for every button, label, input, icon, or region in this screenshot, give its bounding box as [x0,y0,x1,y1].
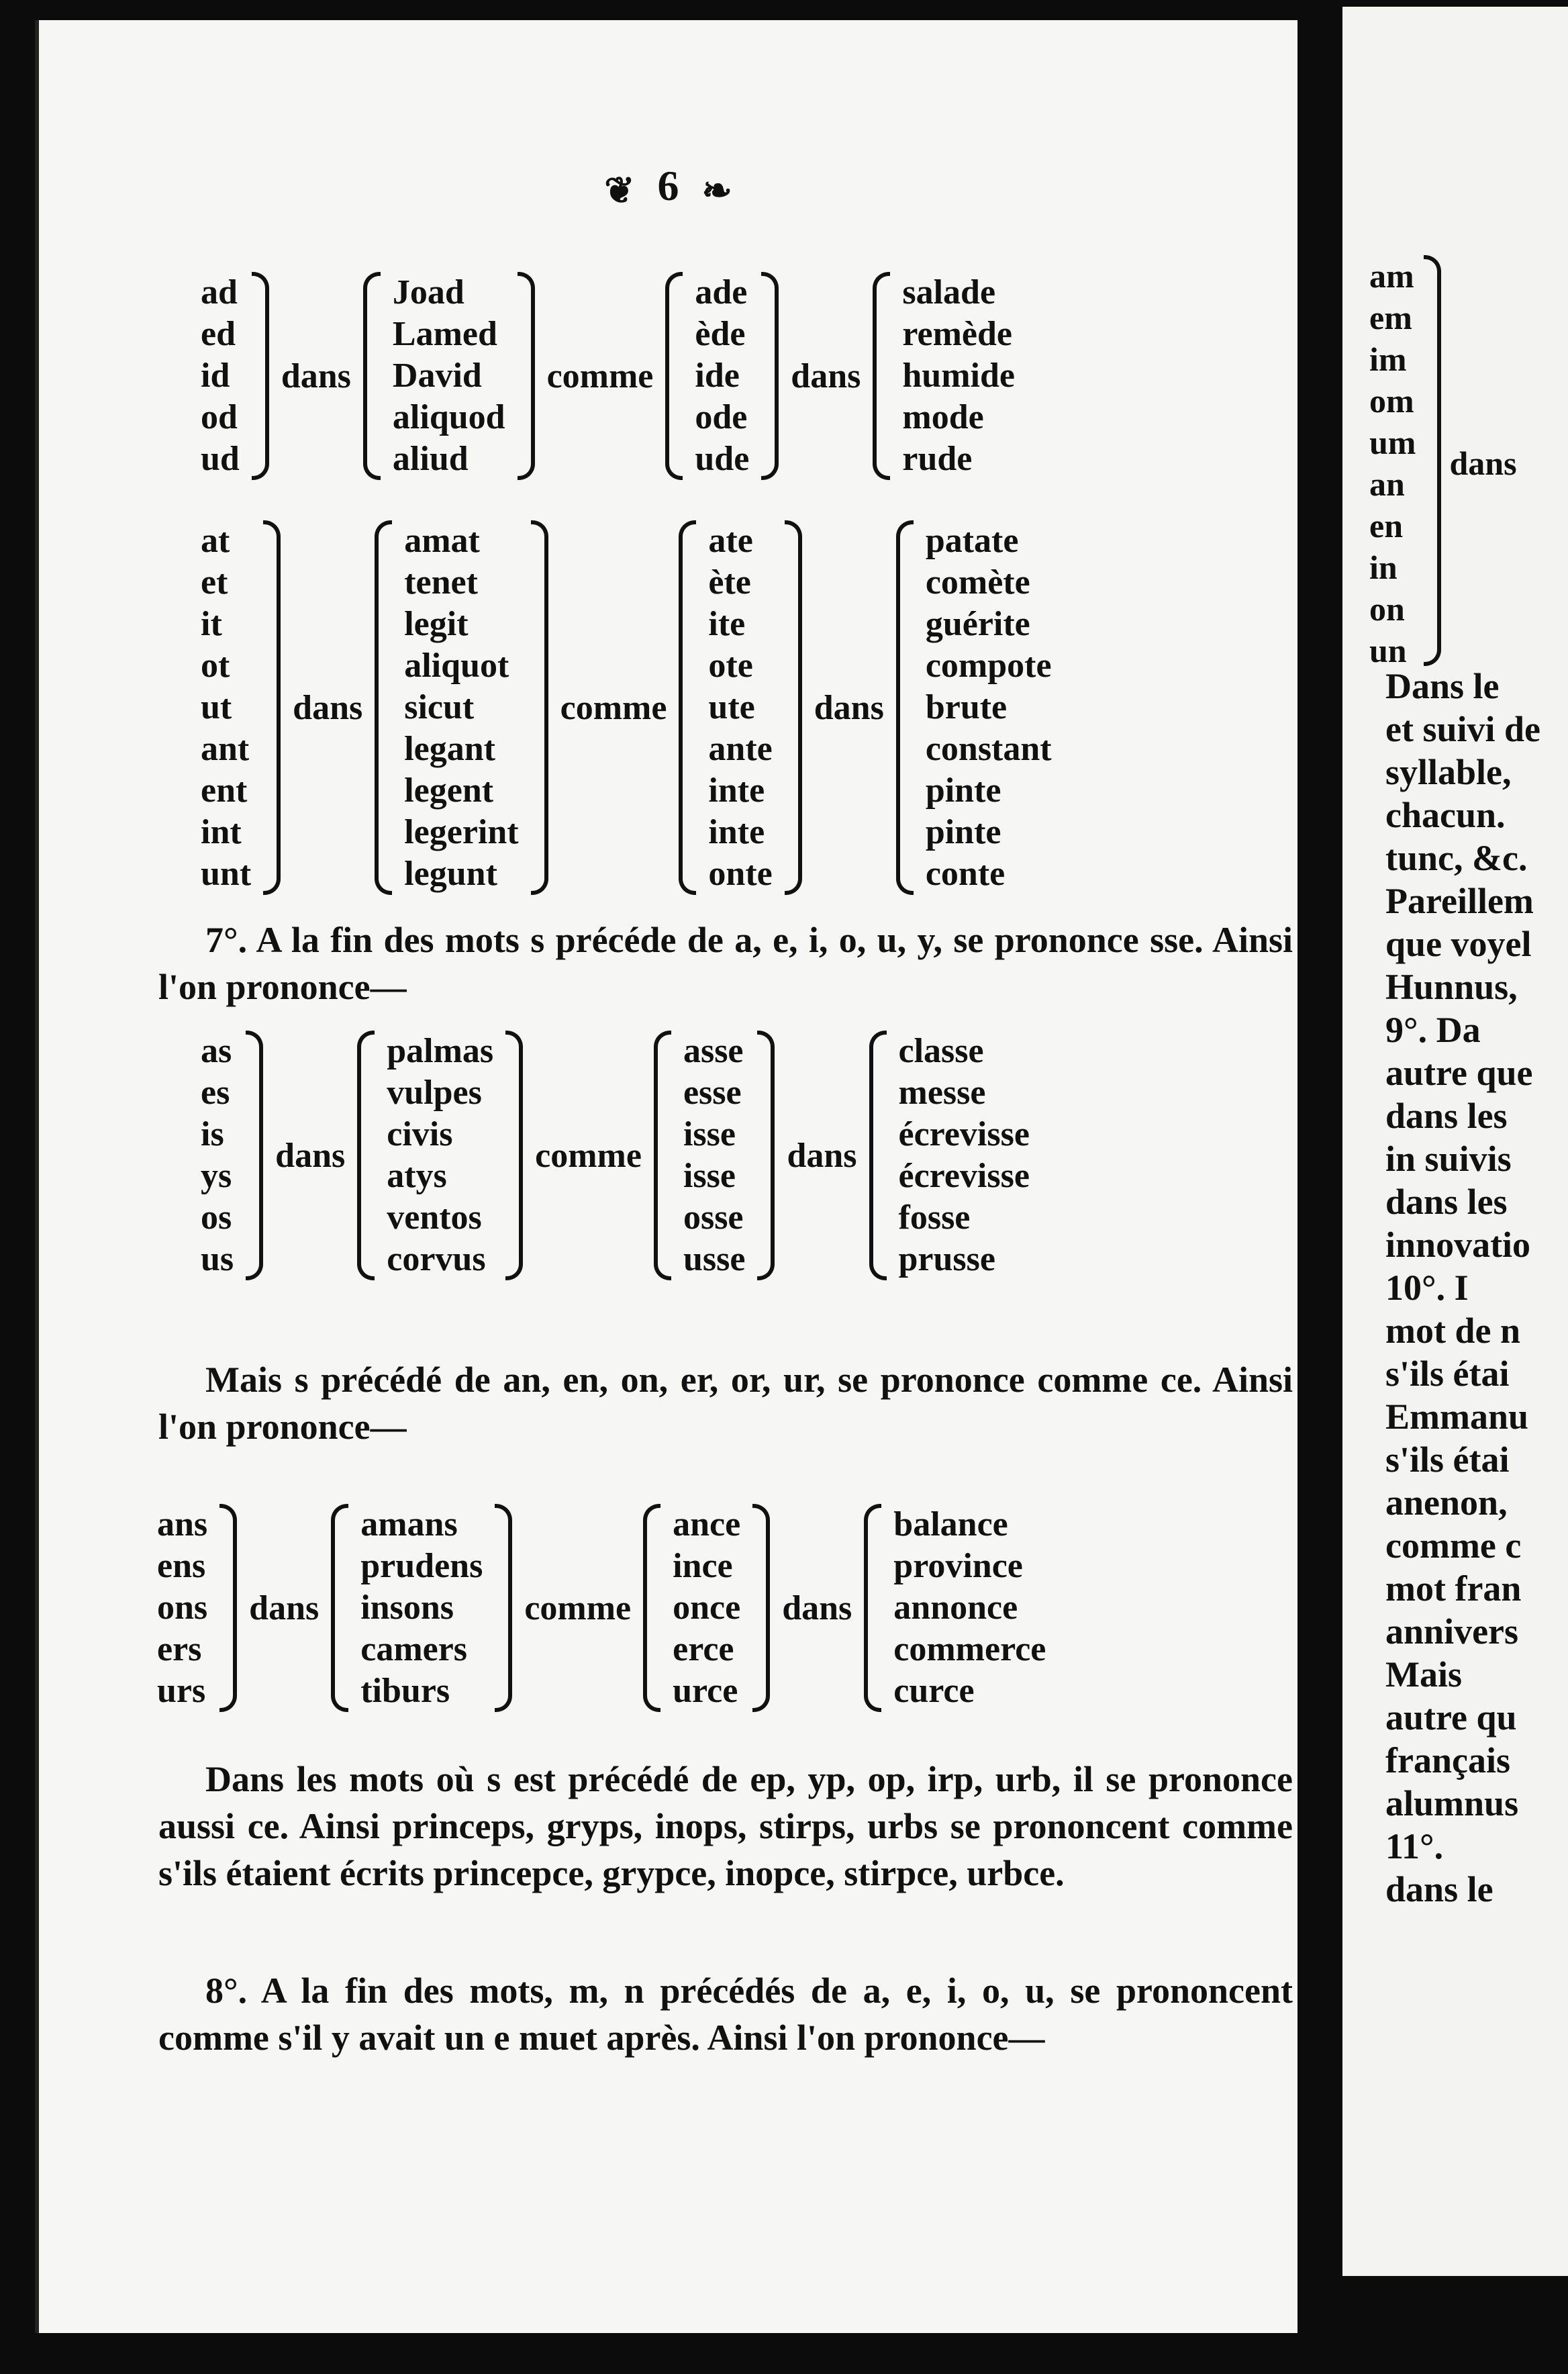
next-page-line: s'ils étai [1385,1439,1510,1480]
ending-column-item: as [201,1032,232,1070]
french-word-column [889,1504,1050,1712]
ending-column-item: ers [157,1630,202,1668]
closing-brace [761,272,779,480]
french-word-column-item: conte [925,855,1006,893]
french-word-column-item: prusse [898,1240,995,1278]
ending-column-item: it [201,605,222,643]
opening-brace [869,1031,887,1280]
sound-column [679,1031,749,1280]
sound-column-item: onte [708,855,773,893]
ending-column-item: es [201,1074,230,1112]
ending-column-item: et [201,563,228,602]
french-word-column-item: balance [893,1505,1008,1544]
opening-brace [665,272,683,480]
sound-column [704,520,776,895]
latin-example-column-item: vulpes [387,1074,482,1112]
next-page-table [1369,255,1517,671]
french-word-column-item: constant [925,730,1052,768]
next-page-fragment [1342,7,1568,2276]
paragraph-8: 8°. A la fin des mots, m, n précédés de a, e, i, o, u, se prononcent comme s'il y avait un e muet après. Ainsi l'on prononce— [158,1971,1293,2058]
pronunciation-group [197,1031,1034,1280]
next-page-line: Mais [1385,1654,1462,1695]
next-page-line: 9°. Da [1385,1010,1481,1050]
ornament-left-icon: ❦ [604,170,635,211]
sound-column-item: usse [683,1240,746,1278]
latin-example-column-item: ventos [387,1198,482,1237]
sound-column-item: ade [695,273,748,312]
next-page-line: Emmanu [1385,1396,1529,1437]
closing-brace [757,1031,775,1280]
next-page-line: autre que [1385,1053,1533,1093]
ending-column-item: ed [201,315,236,353]
latin-example-column-item: aliquot [404,647,509,685]
next-page-line: 10°. I [1385,1268,1469,1308]
sound-column-item: ute [708,688,755,726]
latin-example-column-item: corvus [387,1240,486,1278]
latin-example-column-item: aliquod [392,398,505,436]
next-page-line: 11°. [1385,1826,1444,1866]
next-page-line: Hunnus, [1385,967,1518,1007]
next-page-line: Dans le [1385,666,1500,706]
french-word-column-item: brute [925,688,1008,726]
latin-example-column-item: tiburs [360,1672,450,1710]
next-page-column [1369,255,1416,671]
next-page-line: chacun. [1385,795,1506,835]
next-page-column-item: um [1369,424,1416,461]
latin-example-column-item: legerint [404,813,519,851]
sound-column-item: once [673,1588,741,1627]
sound-column-item: ode [695,398,748,436]
next-page-column-item: om [1369,382,1414,420]
closing-brace [246,1031,263,1280]
french-word-column-item: mode [902,398,984,436]
opening-brace [331,1504,348,1712]
next-page-line: alumnus [1385,1783,1519,1823]
latin-example-column-item: legunt [404,855,497,893]
opening-brace [896,520,914,895]
latin-example-column-item: Joad [392,273,464,312]
dans-label: dans [787,1136,857,1175]
closing-brace [785,520,802,895]
pronunciation-group [197,520,1056,895]
french-word-column-item: messe [898,1074,986,1112]
sound-column [691,272,753,480]
dans-label: dans [814,688,884,727]
latin-example-column-item: camers [360,1630,468,1668]
closing-brace [495,1504,512,1712]
next-page-line: dans le [1385,1869,1493,1909]
sound-column-item: ète [708,563,751,602]
sound-column-item: ance [673,1505,741,1544]
latin-example-column-item: atys [387,1157,447,1195]
latin-example-column-item: David [392,357,482,395]
french-word-column-item: salade [902,273,996,312]
ending-column-item: us [201,1240,234,1278]
next-page-line: in suivis [1385,1139,1512,1179]
next-page-line: anenon, [1385,1482,1508,1523]
next-page-line: annivers [1385,1611,1519,1652]
next-page-line: français [1385,1740,1510,1780]
french-word-column-item: curce [893,1672,975,1710]
ending-column [197,1031,238,1280]
latin-example-column-item: palmas [387,1032,494,1070]
next-page-text [1369,665,1540,1911]
next-page-line: et suivi de [1385,709,1541,749]
next-page-line: mot fran [1385,1568,1522,1609]
french-word-column-item: fosse [898,1198,971,1237]
sound-column-item: inte [708,813,765,851]
french-word-column-item: compote [925,647,1052,685]
next-page-column-item: an [1369,465,1405,503]
next-page-line: que voyel [1385,924,1532,964]
french-word-column-item: comète [925,563,1030,602]
ending-column-item: urs [157,1672,206,1710]
next-page-line: dans les [1385,1096,1508,1136]
next-page-line: autre qu [1385,1697,1517,1738]
comme-label: comme [560,688,667,727]
french-word-column-item: pinte [925,771,1001,810]
comme-label: comme [535,1136,642,1175]
ending-column-item: unt [201,855,252,893]
ending-column-item: ant [201,730,250,768]
ending-column-item: ud [201,440,240,478]
next-page-line: mot de n [1385,1311,1520,1351]
sound-column-item: ante [708,730,773,768]
pronunciation-group [153,1504,1050,1712]
ending-column-item: at [201,522,230,560]
ending-column-item: ys [201,1157,232,1195]
next-page-column-item: in [1369,549,1398,586]
opening-brace [375,520,392,895]
latin-example-column-item: legant [404,730,495,768]
latin-example-column-item: sicut [404,688,475,726]
french-word-column-item: humide [902,357,1015,395]
sound-column [669,1504,744,1712]
latin-example-column-item: tenet [404,563,478,602]
sound-column-item: ide [695,357,740,395]
sound-column-item: ote [708,647,753,685]
french-word-column [898,272,1019,480]
latin-example-column-item: legent [404,771,494,810]
paragraph-7: 7°. A la fin des mots s précéde de a, e, i, o, u, y, se prononce sse. Ainsi l'on prononce— [158,920,1293,1007]
sound-column-item: urce [673,1672,738,1710]
latin-example-column-item: amat [404,522,480,560]
latin-example-column [389,272,509,480]
french-word-column-item: écrevisse [898,1115,1030,1153]
opening-brace [643,1504,660,1712]
french-word-column [922,520,1056,895]
ending-column-item: int [201,813,242,851]
next-page-line: dans les [1385,1182,1508,1222]
opening-brace [873,272,890,480]
comme-label: comme [546,357,654,395]
sound-column-item: ède [695,315,746,353]
french-word-column-item: guérite [925,605,1030,643]
french-word-column-item: écrevisse [898,1157,1030,1195]
dans-label: dans [293,688,363,727]
next-page-dans: dans [1449,444,1517,482]
next-page-line: Pareillem [1385,881,1534,921]
sound-column-item: isse [683,1157,736,1195]
ending-column-item: id [201,357,230,395]
french-word-column-item: commerce [893,1630,1046,1668]
paragraph-dans-les-mots: Dans les mots où s est précédé de ep, yp, op, irp, urb, il se prononce aussi ce. Ainsi princeps, gryps, inops, stirps, urbs se prononcent comme s'ils étaient écrits princepce, grypce, inopce, stirpce, urbce. [158,1759,1293,1893]
next-page-column-item: im [1369,340,1407,378]
paragraph-mais: Mais s précédé de an, en, on, er, or, ur, se prononce comme ce. Ainsi l'on prononce— [158,1360,1293,1447]
opening-brace [357,1031,375,1280]
ending-column-item: ans [157,1505,208,1544]
dans-label: dans [249,1588,320,1627]
next-page-line: comme c [1385,1525,1522,1566]
french-word-column-item: annonce [893,1588,1018,1627]
french-word-column-item: patate [925,522,1019,560]
brace [1424,255,1441,666]
ending-column-item: ons [157,1588,208,1627]
ending-column [197,272,244,480]
sound-column-item: osse [683,1198,744,1237]
next-page-column-item: em [1369,299,1412,336]
pronunciation-group [197,272,1019,480]
sound-column-item: erce [673,1630,734,1668]
page-number: 6 [657,162,679,209]
sound-column-item: esse [683,1074,742,1112]
ending-column-item: ut [201,688,232,726]
ending-column-item: ent [201,771,248,810]
next-page-column-item: on [1369,590,1405,628]
latin-example-column-item: legit [404,605,469,643]
ending-column [153,1504,211,1712]
latin-example-column [383,1031,497,1280]
latin-example-column-item: aliud [392,440,469,478]
opening-brace [654,1031,671,1280]
sound-column-item: ate [708,522,753,560]
ornament-right-icon: ❧ [701,170,732,211]
ending-column-item: ens [157,1547,206,1585]
closing-brace [263,520,281,895]
opening-brace [363,272,381,480]
dans-label: dans [791,357,861,395]
sound-column-item: ude [695,440,750,478]
next-page-column-item: un [1369,632,1407,669]
sound-column-item: isse [683,1115,736,1153]
french-word-column [895,1031,1034,1280]
french-word-column-item: rude [902,440,973,478]
latin-example-column-item: civis [387,1115,453,1153]
dans-label: dans [782,1588,852,1627]
closing-brace [219,1504,237,1712]
ending-column-item: os [201,1198,232,1237]
comme-label: comme [524,1588,632,1627]
latin-example-column-item: prudens [360,1547,483,1585]
sound-column-item: asse [683,1032,744,1070]
next-page-line: syllable, [1385,752,1512,792]
next-page-column-item: en [1369,507,1403,544]
sound-column-item: ince [673,1547,733,1585]
sound-column-item: inte [708,771,765,810]
french-word-column-item: pinte [925,813,1001,851]
closing-brace [252,272,269,480]
french-word-column-item: province [893,1547,1023,1585]
ending-column-item: ot [201,647,230,685]
latin-example-column [400,520,522,895]
dans-label: dans [281,357,351,395]
closing-brace [752,1504,770,1712]
ending-column [197,520,255,895]
next-page-column-item: am [1369,257,1414,295]
latin-example-column-item: Lamed [392,315,497,353]
opening-brace [864,1504,881,1712]
closing-brace [505,1031,523,1280]
opening-brace [679,520,696,895]
ending-column-item: is [201,1115,224,1153]
closing-brace [531,520,548,895]
next-page-line: tunc, &c. [1385,838,1528,878]
ending-column-item: ad [201,273,238,312]
dans-label: dans [275,1136,346,1175]
latin-example-column-item: insons [360,1588,454,1627]
ending-column-item: od [201,398,238,436]
closing-brace [518,272,535,480]
page-number-header [39,161,1297,211]
latin-example-column [356,1504,487,1712]
latin-example-column-item: amans [360,1505,458,1544]
french-word-column-item: remède [902,315,1012,353]
next-page-line: s'ils étai [1385,1354,1510,1394]
sound-column-item: ite [708,605,746,643]
next-page-line: innovatio [1385,1225,1531,1265]
french-word-column-item: classe [898,1032,984,1070]
book-page [35,20,1297,2333]
